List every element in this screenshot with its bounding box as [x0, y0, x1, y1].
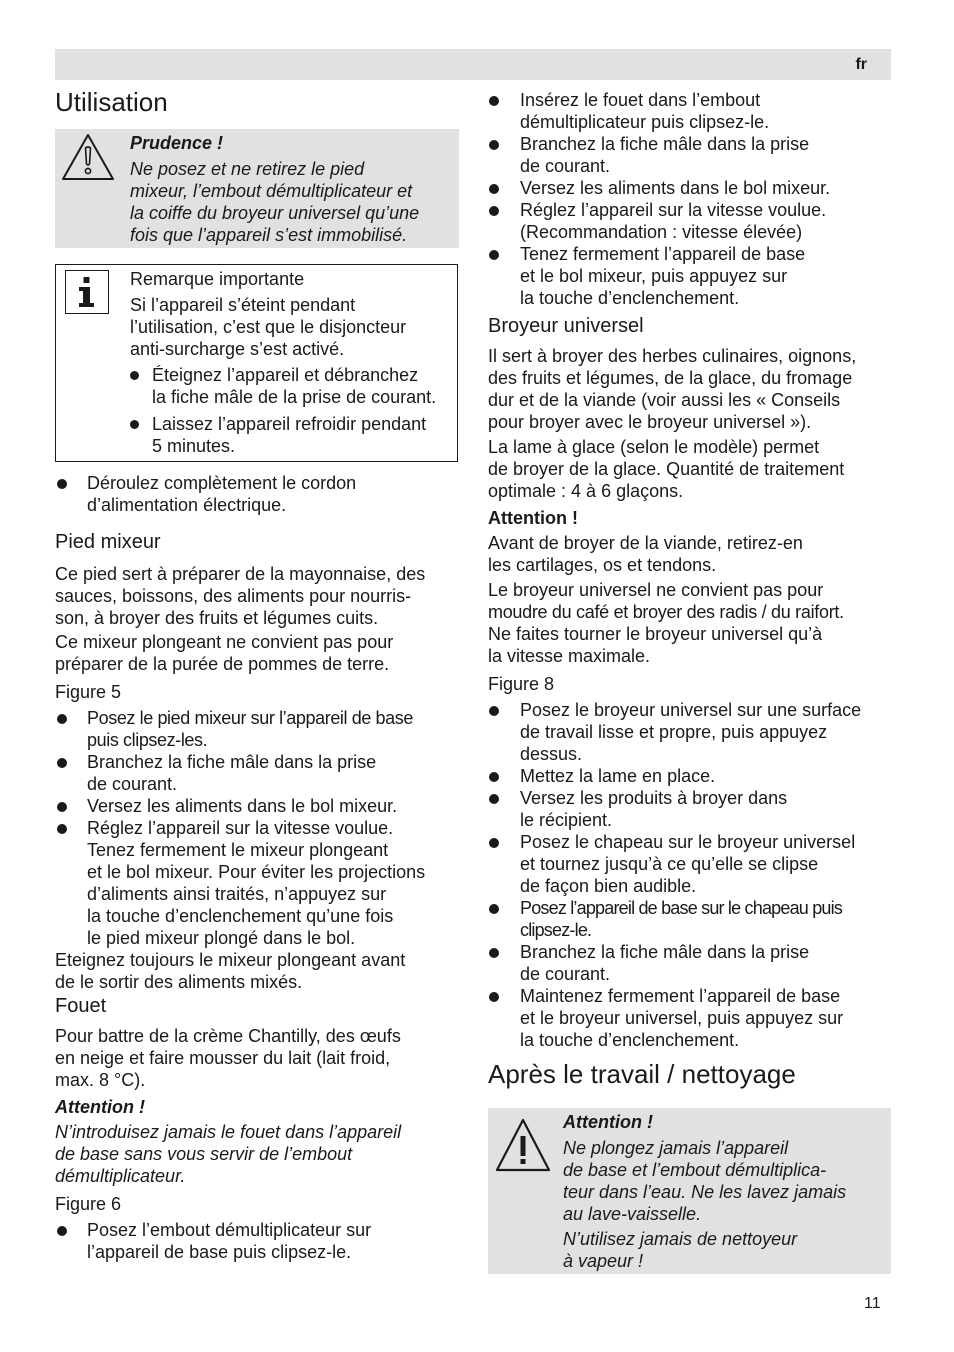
figure-label: Figure 5	[55, 682, 122, 702]
paragraph-line: Ne faites tourner le broyeur universel qu’à	[488, 624, 823, 644]
paragraph-line: la vitesse maximale.	[488, 646, 651, 666]
attention-line: N’introduisez jamais le fouet dans l’appareil	[55, 1122, 402, 1142]
caution-box	[55, 129, 459, 248]
attention-line: à vapeur !	[563, 1251, 644, 1271]
list-item: Versez les produits à broyer dans le récipient.	[488, 787, 891, 831]
attention-box	[488, 1108, 891, 1274]
paragraph-line: Le broyeur universel ne convient pas pour	[488, 580, 824, 600]
list-item: Branchez la fiche mâle dans la prise de courant.	[55, 751, 459, 795]
heading-broyeur-universel: Broyeur universel	[488, 315, 644, 337]
attention-heading: Attention !	[563, 1112, 653, 1132]
paragraph-line: moudre du café et broyer des radis / du raifort.	[488, 602, 844, 622]
paragraph-line: de broyer de la glace. Quantité de traitement	[488, 459, 845, 479]
note-line: anti-surcharge s’est activé.	[130, 339, 345, 359]
language-code: fr	[855, 56, 867, 73]
paragraph-line: Pour battre de la crème Chantilly, des œufs	[55, 1026, 401, 1046]
paragraph-line: La lame à glace (selon le modèle) permet	[488, 437, 820, 457]
list-item: Mettez la lame en place.	[488, 765, 891, 787]
heading-fouet: Fouet	[55, 995, 107, 1017]
section-title-utilisation: Utilisation	[55, 87, 168, 117]
list-item: Réglez l’appareil sur la vitesse voulue. Tenez fermement le mixeur plongeant et le bol mixeur. Pour éviter les projections d’aliments ainsi traités, n’appuyez sur la touche d’enclenchement qu’une fois le pied mixeur plongé dans le bol.	[55, 817, 459, 949]
note-line: l’utilisation, c’est que le disjoncteur	[130, 317, 407, 337]
list-item: Posez le pied mixeur sur l’appareil de base puis clipsez-les.	[55, 707, 459, 751]
paragraph-line: son, à broyer des fruits et légumes cuits.	[55, 608, 379, 628]
list-item: Posez l’embout démultiplicateur sur l’appareil de base puis clipsez-le.	[55, 1219, 459, 1263]
caution-line: fois que l’appareil s’est immobilisé.	[130, 225, 408, 245]
paragraph-line: Ce mixeur plongeant ne convient pas pour	[55, 632, 394, 652]
paragraph-line: en neige et faire mousser du lait (lait froid,	[55, 1048, 391, 1068]
list-item: Versez les aliments dans le bol mixeur.	[488, 177, 891, 199]
paragraph-line: sauces, boissons, des aliments pour nourris-	[55, 586, 412, 606]
list-item: Maintenez fermement l’appareil de base et le broyeur universel, puis appuyez sur la touche d’enclenchement.	[488, 985, 891, 1051]
attention-line: de base et l’embout démultiplica-	[563, 1160, 827, 1180]
section-title-apres-travail: Après le travail / nettoyage	[488, 1059, 796, 1089]
list-item: Laissez l’appareil refroidir pendant 5 minutes.	[130, 413, 452, 457]
important-note-box	[55, 264, 458, 462]
paragraph-line: pour broyer avec le broyeur universel »).	[488, 412, 812, 432]
info-icon	[65, 270, 109, 314]
attention-line: Ne plongez jamais l’appareil	[563, 1138, 789, 1158]
caution-line: la coiffe du broyeur universel qu’une	[130, 203, 420, 223]
page-number: 11	[864, 1295, 881, 1312]
list-item: Branchez la fiche mâle dans la prise de courant.	[488, 941, 891, 985]
attention-line: N’utilisez jamais de nettoyeur	[563, 1229, 798, 1249]
attention-line: démultiplicateur.	[55, 1166, 186, 1186]
list-item: Branchez la fiche mâle dans la prise de courant.	[488, 133, 891, 177]
attention-heading: Attention !	[488, 508, 578, 528]
list-item: Posez l’appareil de base sur le chapeau puis clipsez-le.	[488, 897, 891, 941]
list-item: Réglez l’appareil sur la vitesse voulue. (Recommandation : vitesse élevée)	[488, 199, 891, 243]
list-item: Versez les aliments dans le bol mixeur.	[55, 795, 459, 817]
warning-exclamation-icon	[493, 1116, 553, 1176]
header-bar	[55, 49, 891, 80]
list-item: Tenez fermement l’appareil de base et le bol mixeur, puis appuyez sur la touche d’enclenchement.	[488, 243, 891, 309]
paragraph-line: Avant de broyer de la viande, retirez-en	[488, 533, 803, 553]
paragraph-line: max. 8 °C).	[55, 1070, 146, 1090]
paragraph-line: des fruits et légumes, de la glace, du fromage	[488, 368, 853, 388]
paragraph-line: Ce pied sert à préparer de la mayonnaise, des	[55, 564, 426, 584]
paragraph-line: Eteignez toujours le mixeur plongeant avant	[55, 950, 406, 970]
paragraph-line: préparer de la purée de pommes de terre.	[55, 654, 390, 674]
warning-triangle-icon	[59, 131, 117, 183]
attention-heading: Attention !	[55, 1097, 145, 1117]
attention-line: au lave-vaisselle.	[563, 1204, 702, 1224]
note-line: Si l’appareil s’éteint pendant	[130, 295, 356, 315]
caution-line: Ne posez et ne retirez le pied	[130, 159, 365, 179]
figure-label: Figure 6	[55, 1194, 122, 1214]
list-item: Posez le chapeau sur le broyeur universel et tournez jusqu’à ce qu’elle se clipse de façon bien audible.	[488, 831, 891, 897]
list-item: Posez le broyeur universel sur une surface de travail lisse et propre, puis appuyez dessus.	[488, 699, 891, 765]
list-item: Déroulez complètement le cordon d’alimentation électrique.	[55, 472, 459, 516]
heading-pied-mixeur: Pied mixeur	[55, 531, 161, 553]
paragraph-line: de le sortir des aliments mixés.	[55, 972, 303, 992]
paragraph-line: Il sert à broyer des herbes culinaires, oignons,	[488, 346, 857, 366]
attention-line: de base sans vous servir de l’embout	[55, 1144, 353, 1164]
caution-line: mixeur, l’embout démultiplicateur et	[130, 181, 413, 201]
caution-heading: Prudence !	[130, 133, 224, 153]
list-item: Insérez le fouet dans l’embout démultiplicateur puis clipsez-le.	[488, 89, 891, 133]
paragraph-line: dur et de la viande (voir aussi les « Conseils	[488, 390, 841, 410]
paragraph-line: optimale : 4 à 6 glaçons.	[488, 481, 684, 501]
figure-label: Figure 8	[488, 674, 555, 694]
attention-line: teur dans l’eau. Ne les lavez jamais	[563, 1182, 847, 1202]
note-heading: Remarque importante	[130, 269, 305, 289]
paragraph-line: les cartilages, os et tendons.	[488, 555, 717, 575]
list-item: Éteignez l’appareil et débranchez la fiche mâle de la prise de courant.	[130, 364, 452, 408]
